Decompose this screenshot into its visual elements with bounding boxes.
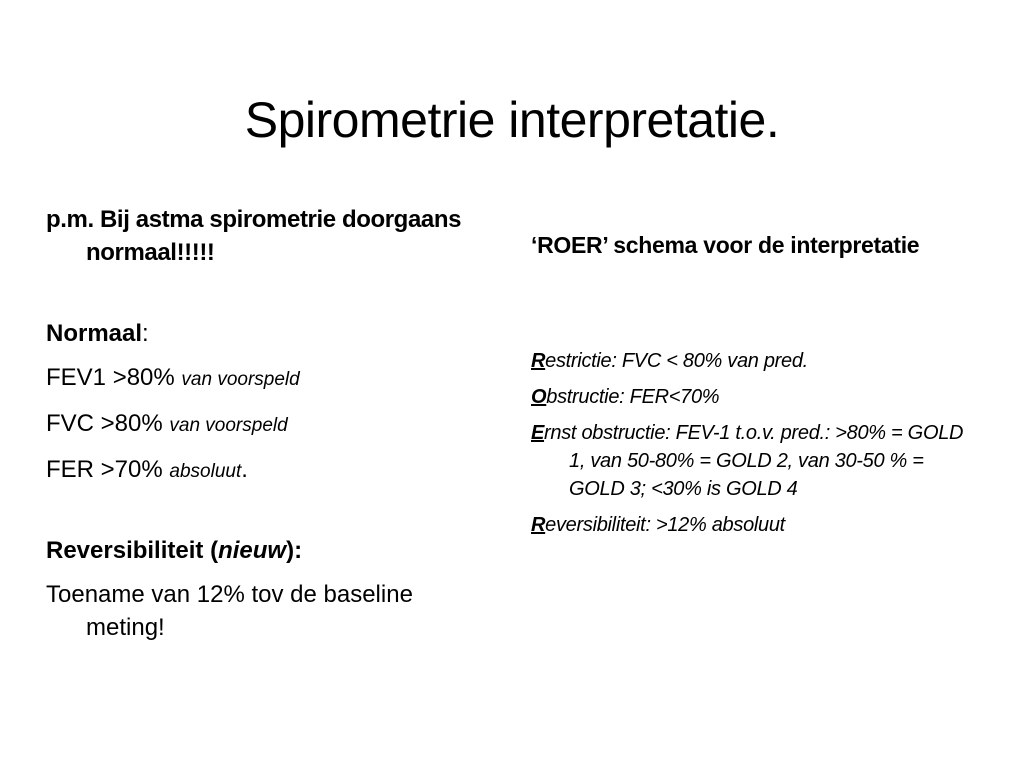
left-column	[46, 203, 486, 644]
reversibility-heading-end: ):	[286, 537, 303, 564]
fer-criterion	[46, 453, 486, 488]
slide-title: Spirometrie interpretatie.	[244, 92, 780, 148]
reversibility-heading-start: Reversibiliteit (	[46, 537, 219, 564]
fer-suffix: .	[241, 456, 248, 483]
fev1-qualifier: van voorspeld	[181, 369, 300, 390]
normal-heading	[46, 317, 486, 350]
roer-letter-e: E	[531, 422, 545, 444]
roer-item-restrictie	[531, 347, 971, 375]
right-column	[531, 229, 971, 547]
fev1-criterion	[46, 361, 486, 396]
fer-qualifier: absoluut	[169, 461, 242, 482]
roer-letter-o: O	[531, 386, 547, 408]
fer-label: FER >70%	[46, 456, 170, 483]
roer-heading: ‘ROER’ schema voor de interpretatie	[531, 232, 920, 258]
roer-list	[531, 347, 971, 539]
reversibility-heading-new: nieuw	[218, 537, 287, 564]
fvc-qualifier: van voorspeld	[169, 415, 288, 436]
roer-text-obstructie: bstructie: FER<70%	[546, 386, 720, 408]
normal-heading-colon: :	[142, 320, 149, 347]
roer-letter-r2: R	[531, 514, 546, 536]
roer-text-restrictie: estrictie: FVC < 80% van pred.	[545, 350, 808, 372]
fev1-label: FEV1 >80%	[46, 364, 182, 391]
roer-letter-r: R	[531, 350, 546, 372]
roer-item-reversibiliteit	[531, 511, 971, 539]
normal-heading-label: Normaal	[46, 320, 143, 347]
roer-item-obstructie	[531, 383, 971, 411]
roer-item-ernst	[531, 419, 971, 503]
reversibility-heading	[46, 534, 486, 567]
roer-text-ernst: rnst obstructie: FEV-1 t.o.v. pred.: >80% = GOLD 1, van 50-80% = GOLD 2, van 30-50 % = GOLD 3; <30% is GOLD 4	[544, 422, 964, 500]
fvc-label: FVC >80%	[46, 410, 170, 437]
roer-text-reversibiliteit: eversibiliteit: >12% absoluut	[545, 514, 785, 536]
reversibility-text: Toename van 12% tov de baseline meting!	[46, 581, 413, 641]
asthma-note: p.m. Bij astma spirometrie doorgaans normaal!!!!!	[46, 206, 462, 266]
fvc-criterion	[46, 407, 486, 442]
